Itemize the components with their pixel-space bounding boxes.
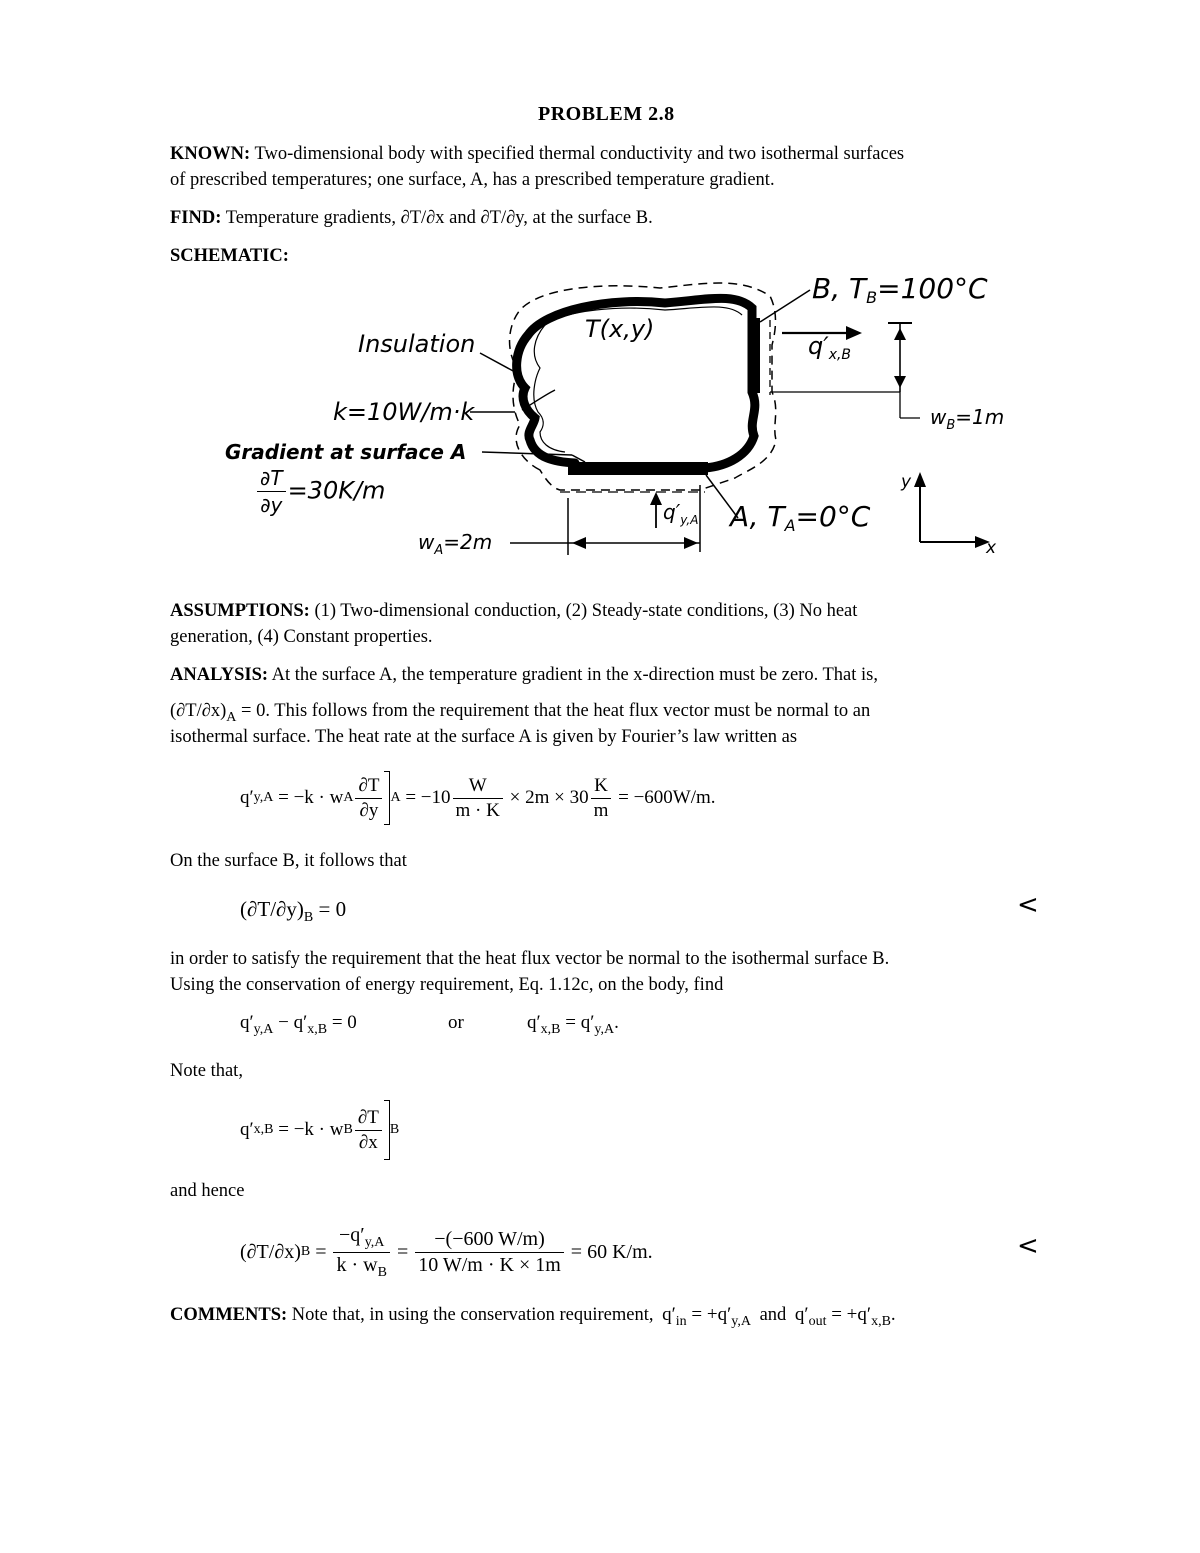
width-a-label: $w_A=2m$ bbox=[418, 530, 493, 558]
schematic-label: SCHEMATIC: bbox=[170, 246, 289, 266]
equation-dtdy-b: $(\partial T/\partial y)_B = 0$ bbox=[240, 897, 347, 925]
gradient-label: Gradient at surface A bbox=[225, 440, 467, 464]
find-text: Temperature gradients, ∂T/∂x and ∂T/∂y, at the surface B. bbox=[225, 208, 653, 228]
conductivity-label: k=10W/m·k bbox=[333, 398, 475, 426]
equation-fourier-a: q′ y,A = −k · w A $\frac{\partial T}{\partial y}$ A = −10 $\frac{W}{m \cdot K}$ × 2m × 30 $\frac{K}{m}$ = −600W/m. bbox=[240, 765, 716, 831]
result-marker-1: < bbox=[1017, 890, 1039, 920]
equation-fourier-b: q′ x,B = −k · w B $\frac{\partial T}{\partial x}$ B bbox=[240, 1095, 399, 1165]
note-text: Note that, bbox=[170, 1061, 243, 1081]
surface-a bbox=[568, 462, 708, 475]
page-title: PROBLEM 2.8 bbox=[538, 103, 675, 125]
temperature-field-label: T(x,y) bbox=[585, 315, 655, 343]
analysis-line-1 bbox=[170, 662, 878, 688]
known-text-1: Two-dimensional body with specified thermal conductivity and two isothermal surfaces bbox=[254, 144, 905, 164]
surface-b bbox=[748, 318, 760, 393]
comments-line: COMMENTS: Note that, in using the conservation requirement, $q'_{in} = +q'_{y,A}$ and $q'_{out} = +q'_{x,B}$. bbox=[170, 1304, 896, 1329]
y-axis-label: y bbox=[901, 472, 912, 492]
width-b-label: $w_B=1m$ bbox=[930, 405, 1005, 433]
known-text-2: of prescribed temperatures; one surface, A, has a prescribed temperature gradient. bbox=[170, 170, 775, 190]
equation-energy-balance-2: $q'_{x,B} = q'_{y,A}$. bbox=[527, 1012, 619, 1037]
surface-b-text: On the surface B, it follows that bbox=[170, 851, 407, 871]
assumptions-text-1: (1) Two-dimensional conduction, (2) Steady-state conditions, (3) No heat bbox=[314, 601, 858, 621]
comments-label: COMMENTS: bbox=[170, 1305, 288, 1325]
analysis-line-3: isothermal surface. The heat rate at the surface A is given by Fourier’s law written as bbox=[170, 727, 798, 747]
insulation-label: Insulation bbox=[358, 330, 476, 358]
equation-dtdx-b: (∂T/∂x) B = $\frac{-q'_{y,A}}{k \cdot w_B}$ = $\frac{-(-600 W/m)}{10 W/m \cdot K \times 1m}$ = 60 K/m. bbox=[240, 1223, 653, 1280]
find-label: FIND: bbox=[170, 208, 222, 228]
equation-energy-balance: $q'_{y,A} - q'_{x,B} = 0$ bbox=[240, 1012, 357, 1037]
equation-or: or bbox=[448, 1012, 464, 1033]
analysis-text-4: in order to satisfy the requirement that the heat flux vector be normal to the isothermal surface B. bbox=[170, 949, 890, 969]
analysis-label: ANALYSIS: bbox=[170, 665, 269, 685]
surface-a-label: A, $T_A=0^\circ C$ bbox=[730, 500, 871, 535]
heat-flux-b-label: $q'_{x,B}$ bbox=[808, 332, 852, 363]
x-axis-label: x bbox=[986, 538, 997, 558]
heat-flux-a-label: $q'_{y,A}$ bbox=[663, 500, 699, 527]
analysis-line-2: $(\partial T/\partial x)_A = 0$. This follows from the requirement that the heat flux vector must be normal to an bbox=[170, 701, 871, 725]
result-marker-2: < bbox=[1017, 1231, 1039, 1261]
analysis-text-5: Using the conservation of energy requirement, Eq. 1.12c, on the body, find bbox=[170, 975, 724, 995]
assumptions-label: ASSUMPTIONS: bbox=[170, 601, 310, 621]
known-label: KNOWN: bbox=[170, 144, 251, 164]
hence-text: and hence bbox=[170, 1181, 245, 1201]
assumptions-line-1 bbox=[170, 598, 857, 624]
analysis-text-1: At the surface A, the temperature gradient in the x-direction must be zero. That is, bbox=[271, 665, 878, 685]
gradient-value: $\frac{\partial T}{\partial y}$ =30K/m bbox=[255, 466, 385, 517]
surface-b-label: B, $T_B=100^\circ C$ bbox=[812, 272, 988, 307]
schematic-drawing bbox=[0, 0, 1200, 600]
assumptions-text-2: generation, (4) Constant properties. bbox=[170, 627, 433, 647]
